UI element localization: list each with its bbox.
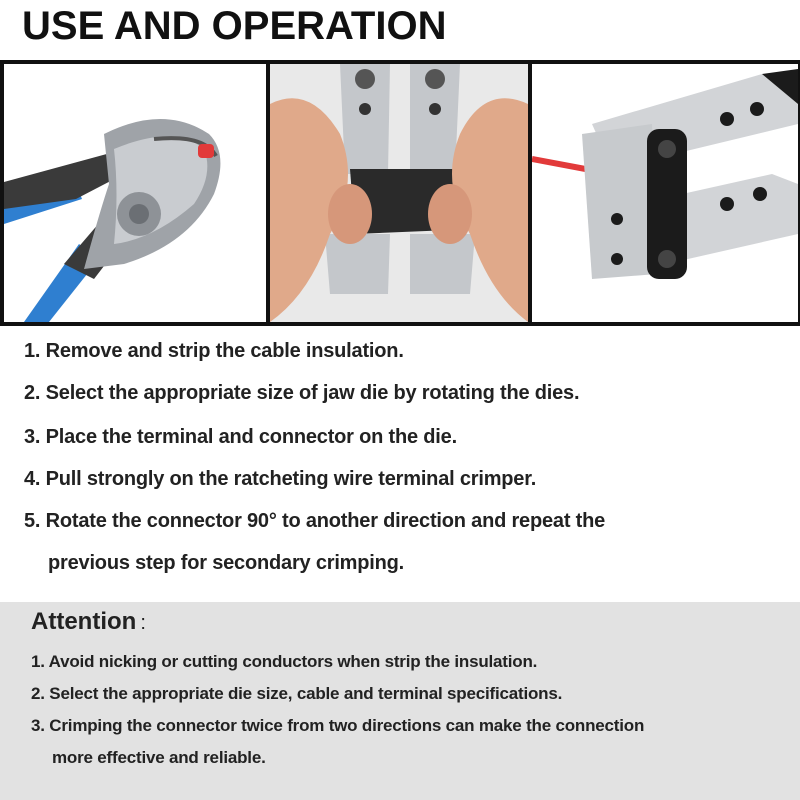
step-5-continued: previous step for secondary crimping. (48, 552, 405, 574)
step-2: 2. Select the appropriate size of jaw die by rotating the dies. (24, 382, 580, 404)
step-4: 4. Pull strongly on the ratcheting wire terminal crimper. (24, 468, 537, 490)
page-title: USE AND OPERATION (22, 4, 447, 48)
attention-colon: : (140, 612, 146, 634)
crimper-jaw-photo (532, 64, 798, 322)
attention-box (0, 602, 800, 800)
attention-item-1: 1. Avoid nicking or cutting conductors when strip the insulation. (31, 652, 538, 671)
attention-item-3-continued: more effective and reliable. (52, 748, 266, 767)
attention-title-text: Attention (31, 608, 137, 635)
attention-item-2: 2. Select the appropriate die size, cable and terminal specifications. (31, 684, 563, 703)
photo-strip (0, 60, 800, 326)
attention-item-3: 3. Crimping the connector twice from two directions can make the connection (31, 716, 645, 735)
hands-rotating-dies-photo (270, 64, 528, 322)
attention-title (31, 608, 146, 636)
step-1: 1. Remove and strip the cable insulation. (24, 340, 404, 362)
step-5: 5. Rotate the connector 90° to another direction and repeat the (24, 510, 606, 532)
step-3: 3. Place the terminal and connector on the die. (24, 426, 457, 448)
cable-cutter-photo (4, 64, 266, 322)
